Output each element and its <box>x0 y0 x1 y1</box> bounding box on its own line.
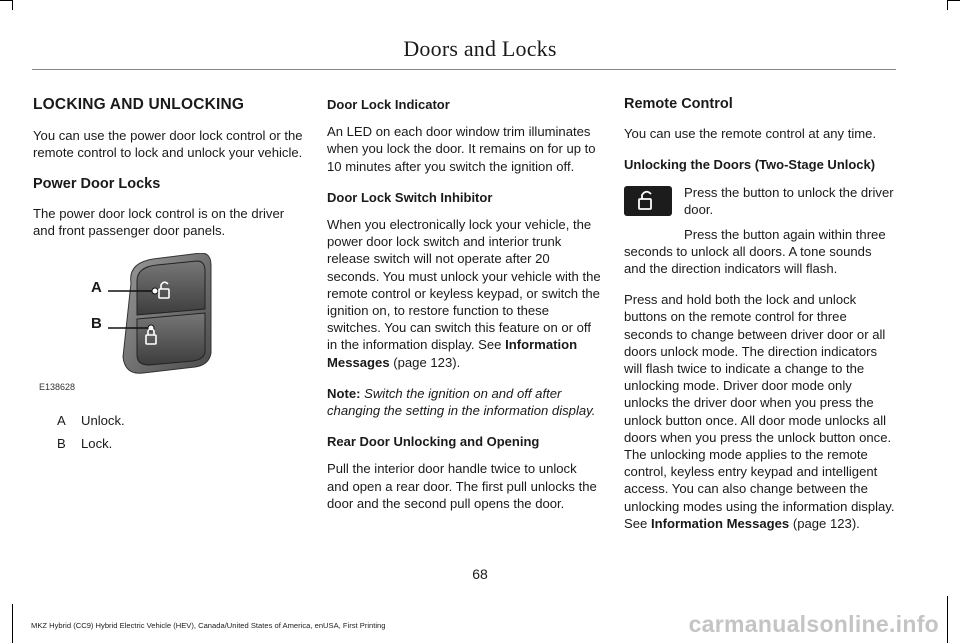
column-right <box>624 96 896 546</box>
legend-row <box>33 435 305 452</box>
door-lock-switch-illustration <box>33 253 305 398</box>
watermark: carmanualsonline.info <box>688 611 939 637</box>
crop-mark <box>0 0 12 1</box>
unlock-instruction <box>624 184 896 220</box>
information-messages-link[interactable]: Information Messages <box>650 515 790 531</box>
crop-mark <box>12 604 13 643</box>
hold-paragraph <box>624 291 896 532</box>
subheading-remote-control: Remote Control <box>624 96 733 112</box>
press1-text: Press the button to unlock the driver door. <box>684 184 894 217</box>
remote-intro-paragraph: You can use the remote control at any time. <box>624 126 877 142</box>
callout-b: B <box>91 315 102 333</box>
legend-value: Unlock. <box>81 413 125 429</box>
intro-paragraph: You can use the power door lock control or the remote control to lock and unlock your vehicle. <box>33 128 303 161</box>
page-reference: (page 123). <box>792 515 860 531</box>
legend-key: B <box>57 436 66 452</box>
subheading-power-door-locks: Power Door Locks <box>33 175 161 192</box>
column-left <box>33 96 305 453</box>
inhibitor-paragraph <box>327 216 601 371</box>
legend-key: A <box>57 413 66 429</box>
information-messages-link[interactable]: Information Messages <box>327 337 578 370</box>
callout-a: A <box>91 279 102 297</box>
indicator-paragraph: An LED on each door window trim illuminates when you lock the door. It remains on for up to 10 minutes after you switch the ignition off. <box>327 124 596 174</box>
hold-text: Press and hold both the lock and unlock buttons on the remote control for three seconds to change between driver door or all doors unlock mode. The direction indicators will flash twice to indicate a change to the unlocking mode. Driver door mode only unlocks the driver door when you press the unlock button once. All door mode unlocks all doors when you press the unlock button once. The unlocking mode applies to the remote control, keyless entry keypad and intelligent access. You can also change between the unlocking modes using the information display. See <box>624 292 895 531</box>
remote-unlock-icon <box>624 186 672 216</box>
inhibitor-text: When you electronically lock your vehicle, the power door lock switch and interior trunk release switch will not operate after 20 seconds. You must unlock your vehicle with the remote control or keyless keypad, or switch the ignition on, to restore function to these switches. You can switch this feature on or off in the information display. See <box>327 217 601 353</box>
subheading-two-stage-unlock: Unlocking the Doors (Two-Stage Unlock) <box>624 157 876 173</box>
subheading-switch-inhibitor: Door Lock Switch Inhibitor <box>327 189 493 205</box>
press2-text: Press the button again within three seconds to unlock all doors. A tone sounds and the direction indicators will flash. <box>624 226 886 277</box>
crop-mark <box>947 596 948 643</box>
legend-value: Lock. <box>81 436 113 452</box>
column-middle <box>327 96 601 526</box>
subheading-rear-door: Rear Door Unlocking and Opening <box>327 434 540 450</box>
legend-row <box>33 412 305 429</box>
crop-mark <box>948 0 960 1</box>
crop-mark <box>947 0 948 10</box>
page-title: Doors and Locks <box>403 36 557 61</box>
page-reference: (page 123). <box>393 354 461 370</box>
page-number: 68 <box>472 566 488 582</box>
footer-note: MKZ Hybrid (CC9) Hybrid Electric Vehicle (HEV), Canada/United States of America, enUSA, First Printing <box>31 621 386 630</box>
figure-code: E138628 <box>39 382 76 393</box>
door-lock-switch-figure <box>33 253 305 398</box>
rear-door-paragraph: Pull the interior door handle twice to unlock and open a rear door. The first pull unlocks the door and the second pull opens the door. <box>327 461 597 511</box>
crop-mark <box>12 0 13 10</box>
note-label: Note: <box>327 385 361 401</box>
note-text: Switch the ignition on and off after changing the setting in the information display. <box>327 385 596 419</box>
note-paragraph <box>327 385 601 419</box>
subheading-door-lock-indicator: Door Lock Indicator <box>327 97 450 112</box>
press2-paragraph <box>624 226 896 278</box>
section-heading: LOCKING AND UNLOCKING <box>33 96 245 113</box>
header-divider <box>32 69 896 70</box>
power-locks-paragraph: The power door lock control is on the driver and front passenger door panels. <box>33 205 285 239</box>
